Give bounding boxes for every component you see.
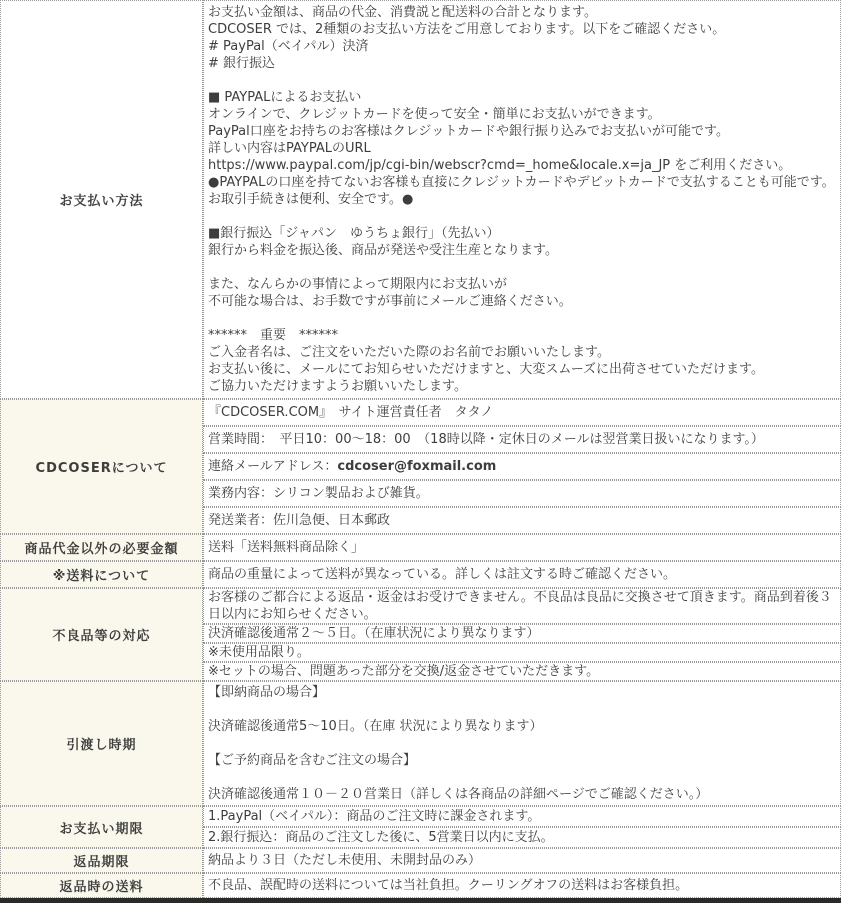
defective-items-cell-2 — [203, 643, 841, 662]
text-line: ご協力いただけますようお願いいたします。 — [208, 379, 467, 394]
text-line: ●PAYPALの口座を持てないお客様も直接にクレジットカードやデビットカードで支払することも可能です。 — [208, 175, 835, 190]
section-header-defective-items: 不良品等の対応 — [0, 588, 203, 681]
text-line: PayPal口座をお持ちのお客様はクレジットカードや銀行振り込みでお支払いが可能です。 — [208, 124, 729, 139]
about-cdcoser-cell-1 — [203, 426, 841, 453]
text-line: CDCOSER では、2種類のお支払い方法をご用意しております。以下をご確認ください。 — [208, 22, 726, 37]
text-line: お支払い金額は、商品の代金、消費説と配送料の合計となります。 — [208, 5, 597, 20]
about-cdcoser-cell-4 — [203, 507, 841, 534]
defective-items-cell-3 — [203, 662, 841, 681]
text-line — [208, 735, 836, 752]
text-line — [208, 259, 836, 276]
contact-email: cdcoser@foxmail.com — [337, 459, 497, 474]
bottom-border-bar — [0, 898, 841, 903]
payment-deadline-cell-1 — [203, 827, 841, 848]
text-line: 決済確認後通常5～10日。（在庫 状況により異なります） — [208, 719, 543, 734]
about-cdcoser-cell-0 — [203, 399, 841, 426]
text-line — [208, 72, 836, 89]
table-row — [0, 534, 841, 561]
section-header-return-shipping: 返品時の送料 — [0, 873, 203, 898]
text-line: 1.PayPal（ベイパル）：商品のご注文時に課金されます。 — [208, 809, 541, 824]
text-line: https://www.paypal.com/jp/cgi-bin/webscr?cmd=_home&locale.x=ja_JP をご利用ください。 — [208, 158, 792, 173]
section-header-about-cdcoser: CDCOSERについて — [0, 399, 203, 534]
text-line: 詳しい内容はPAYPALのURL — [208, 141, 371, 156]
table-row — [0, 681, 841, 806]
table-row — [0, 0, 841, 399]
text-line: お支払い後に、メールにてお知らせいただけますと、大変スムーズに出荷させていただけます。 — [208, 362, 765, 377]
text-line: 納品より３日（ただし未使用、未開封品のみ） — [208, 853, 482, 868]
text-line: # 銀行振込 — [208, 56, 276, 71]
text-line: ****** 重要 ****** — [208, 328, 339, 343]
table-row — [0, 561, 841, 588]
text-line — [208, 701, 836, 718]
text-line: 決済確認後通常２～５日。（在庫状況により異なります） — [208, 626, 540, 641]
section-header-shipping-note: ※送料について — [0, 561, 203, 588]
text-line: 不可能な場合は、お手数ですが事前にメールご連絡ください。 — [208, 294, 572, 309]
text-line: # PayPal（ベイパル）決済 — [208, 39, 369, 54]
text-line: また、なんらかの事情によって期限内にお支払いが — [208, 277, 508, 292]
text-line: 送料「送料無料商品除く」 — [208, 540, 365, 555]
table-row — [0, 588, 841, 624]
text-line: お取引手続きは便利、安全です。● — [208, 192, 414, 207]
payment-method-cell-0 — [203, 0, 841, 399]
text-line: 2.銀行振込：商品のご注文した後に、5営業日以内に支払。 — [208, 830, 554, 845]
text-line: 商品の重量によって送料が異なっている。詳しくは註文する時ご確認ください。 — [208, 567, 677, 582]
table-row — [0, 848, 841, 873]
shipping-note-cell-0 — [203, 561, 841, 588]
text-line: 業務内容：シリコン製品および雑貨。 — [208, 486, 429, 501]
text-line: 『CDCOSER.COM』 サイト運営責任者 タタノ — [208, 405, 494, 420]
text-line: 【即納商品の場合】 — [208, 685, 326, 700]
text-line: 【ご予約商品を含むご注文の場合】 — [208, 753, 417, 768]
section-header-extra-charges: 商品代金以外の必要金額 — [0, 534, 203, 561]
section-header-delivery-time: 引渡し時期 — [0, 681, 203, 806]
section-header-payment-deadline: お支払い期限 — [0, 806, 203, 848]
text-line: 決済確認後通常１０－２０営業日（詳しくは各商品の詳細ページでご確認ください。） — [208, 787, 709, 802]
text-line — [208, 458, 836, 475]
text-line: ご入金者名は、ご注文をいただいた際のお名前でお願いいたします。 — [208, 345, 610, 360]
text-line — [208, 769, 836, 786]
text-line: ■銀行振込「ジャパン ゆうちょ銀行」（先払い） — [208, 226, 500, 241]
text-line: ※セットの場合、問題あった部分を交換/返金させていただきます。 — [208, 664, 600, 679]
text-line: お客様のご都合による返品・返金はお受けできません。不良品は良品に交換させて頂きます。商品到着後３日以内にお知らせください。 — [208, 590, 832, 622]
text-line: 営業時間： 平日10：00～18：00 （18時以降・定休日のメールは翌営業日扱いになります。） — [208, 432, 764, 447]
about-cdcoser-cell-3 — [203, 480, 841, 507]
defective-items-cell-0 — [203, 588, 841, 624]
table-row — [0, 806, 841, 827]
text-line — [208, 310, 836, 327]
section-header-return-deadline: 返品期限 — [0, 848, 203, 873]
text-line: 不良品、誤配時の送料については当社負担。クーリングオフの送料はお客様負担。 — [208, 878, 689, 893]
return-shipping-cell-0 — [203, 873, 841, 898]
text-line: オンラインで、クレジットカードを使って安全・簡単にお支払いができます。 — [208, 107, 661, 122]
text-line — [208, 208, 836, 225]
text-segment: 連絡メールアドレス： — [208, 459, 338, 474]
text-line: 発送業者：佐川急便、日本郵政 — [208, 513, 391, 528]
about-cdcoser-cell-2 — [203, 453, 841, 480]
text-line: 銀行から料金を振込後、商品が発送や受注生産となります。 — [208, 243, 558, 258]
table-row — [0, 873, 841, 898]
extra-charges-cell-0 — [203, 534, 841, 561]
defective-items-cell-1 — [203, 624, 841, 643]
text-line: ■ PAYPALによるお支払い — [208, 90, 362, 105]
delivery-time-cell-0 — [203, 681, 841, 806]
return-deadline-cell-0 — [203, 848, 841, 873]
payment-deadline-cell-0 — [203, 806, 841, 827]
table-row — [0, 399, 841, 426]
section-header-payment-method: お支払い方法 — [0, 0, 203, 399]
text-line: ※未使用品限り。 — [208, 645, 310, 660]
